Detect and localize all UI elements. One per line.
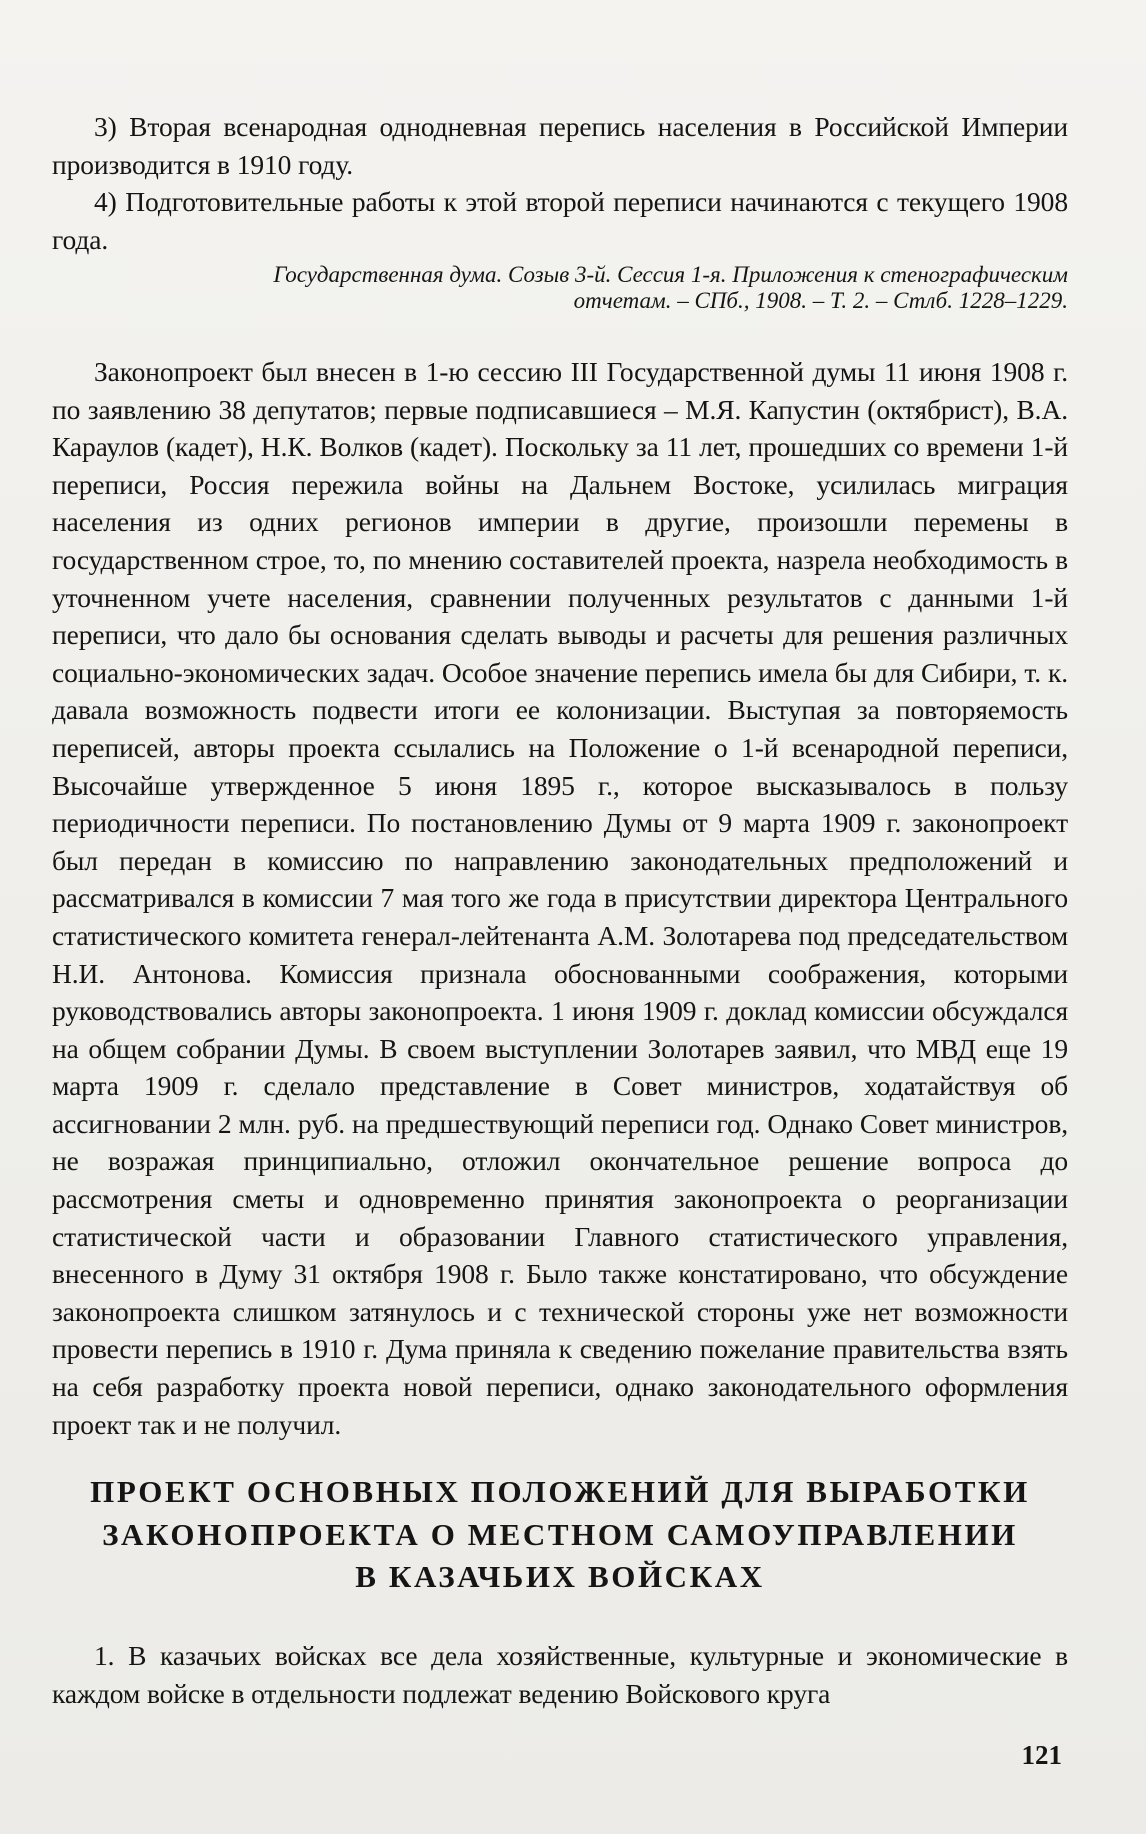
citation-line-2: отчетам. – СПб., 1908. – Т. 2. – Стлб. 1228–1229. — [573, 288, 1068, 314]
page-number: 121 — [1021, 1740, 1062, 1770]
heading-line-1: ПРОЕКТ ОСНОВНЫХ ПОЛОЖЕНИЙ ДЛЯ ВЫРАБОТКИ — [90, 1474, 1030, 1509]
section-heading — [60, 1471, 1060, 1599]
commentary-paragraph: Законопроект был внесен в 1-ю сессию III Государственной думы 11 июня 1908 г. по заявлению 38 депутатов; первые подписавшиеся – М.Я. Капустин (октябрист), В.А. Караулов (кадет), Н.К. Волков (кадет). Поскольку за 11 лет, прошедших со времени 1-й переписи, Россия пережила войны на Дальнем Востоке, усилилась миграция населения из одних регионов империи в другие, произошли перемены в государственном строе, то, по мнению составителей проекта, назрела необходимость в уточненном учете населения, сравнении полученных результатов с данными 1-й переписи, что дало бы основания сделать выводы и расчеты для решения различных социально-экономических задач. Особое значение перепись имела бы для Сибири, т. к. давала возможность подвести итоги ее колонизации. Выступая за повторяемость переписей, авторы проекта ссылались на Положение о 1-й всенародной переписи, Высочайше утвержденное 5 июня 1895 г., которое высказывалось в пользу периодичности переписи. По постановлению Думы от 9 марта 1909 г. законопроект был передан в комиссию по направлению законодательных предположений и рассматривался в комиссии 7 мая того же года в присутствии директора Центрального статистического комитета генерал-лейтенанта А.М. Золотарева под председательством Н.И. Антонова. Комиссия признала обоснованными соображения, которыми руководствовались авторы законопроекта. 1 июня 1909 г. доклад комиссии обсуждался на общем собрании Думы. В своем выступлении Золотарев заявил, что МВД еще 19 марта 1909 г. сделало представление в Совет министров, ходатайствуя об ассигновании 2 млн. руб. на предшествующий переписи год. Однако Совет министров, не возражая принципиально, отложил окончательное решение вопроса до рассмотрения сметы и одновременно принятия законопроекта о реорганизации статистической части и образовании Главного статистического управления, внесенного в Думу 31 октября 1908 г. Было также констатировано, что обсуждение законопроекта слишком затянулось и с технической стороны уже нет возможности провести перепись в 1910 г. Дума приняла к сведению пожелание правительства взять на себя разработку проекта новой переписи, однако законодательного оформления проект так и не получил. — [52, 356, 1068, 1440]
source-citation — [52, 262, 1068, 314]
document-items-block — [52, 108, 1068, 314]
heading-line-3: В КАЗАЧЬИХ ВОЙСКАХ — [355, 1559, 765, 1594]
heading-line-2: ЗАКОНОПРОЕКТА О МЕСТНОМ САМОУПРАВЛЕНИИ — [102, 1516, 1018, 1552]
section-item-1-paragraph: 1. В казачьих войсках все дела хозяйственные, культурные и экономические в каждом войске в отдельности подлежат ведению Войскового круга — [52, 1640, 1068, 1709]
item-3-paragraph: 3) Вторая всенародная однодневная перепись населения в Российской Империи производится в 1910 году. — [52, 111, 1068, 180]
citation-line-1: Государственная дума. Созыв 3-й. Сессия 1-я. Приложения к стенографическим — [273, 262, 1068, 288]
item-4-paragraph: 4) Подготовительные работы к этой второй переписи начинаются с текущего 1908 года. — [52, 186, 1068, 255]
section-body-block — [52, 1637, 1068, 1712]
commentary-block — [52, 353, 1068, 1443]
